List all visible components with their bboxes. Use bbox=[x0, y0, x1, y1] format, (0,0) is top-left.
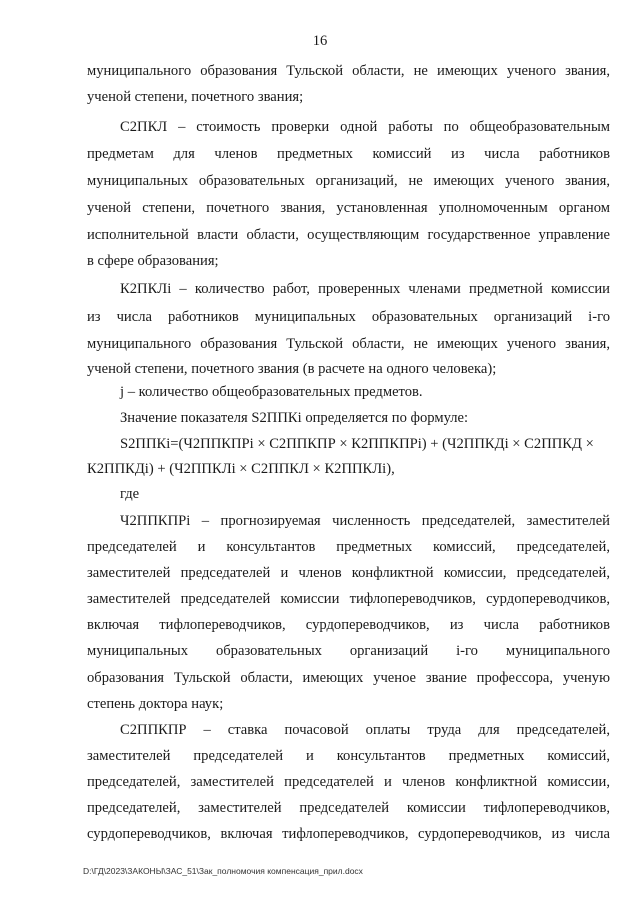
text-line: заместителей председателей комиссии тифлопереводчиков, сурдопереводчиков, bbox=[87, 591, 610, 607]
text-line: муниципальных образовательных организаций, не имеющих ученого звания, bbox=[87, 173, 610, 189]
text-line: С2ПКЛ – стоимость проверки одной работы по общеобразовательным bbox=[120, 119, 610, 135]
text-line: заместителей председателей и консультантов предметных комиссий, bbox=[87, 748, 610, 764]
text-line: К2ПКЛi – количество работ, проверенных членами предметной комиссии bbox=[120, 281, 610, 297]
text-line: Ч2ППКПРi – прогнозируемая численность председателей, заместителей bbox=[120, 513, 610, 529]
text-line: j – количество общеобразовательных предметов. bbox=[120, 384, 423, 400]
text-line: Значение показателя S2ППКi определяется по формуле: bbox=[120, 410, 469, 426]
text-line: С2ППКПР – ставка почасовой оплаты труда для председателей, bbox=[120, 722, 610, 738]
text-line: S2ППКi=(Ч2ППКПРi × С2ППКПР × К2ППКПРi) + (Ч2ППКДi × С2ППКД × bbox=[120, 436, 594, 452]
text-line: председателей, заместителей председателей и членов конфликтной комиссии, bbox=[87, 774, 610, 790]
text-line: предметам для членов предметных комиссий из числа работников bbox=[87, 146, 610, 162]
text-line: из числа работников муниципальных образовательных организаций i-го bbox=[87, 309, 610, 325]
text-line: ученой степени, почетного звания, установленная уполномоченным органом bbox=[87, 200, 610, 216]
text-line: сурдопереводчиков, включая тифлопереводчиков, сурдопереводчиков, из числа bbox=[87, 826, 610, 842]
text-line: муниципальных образовательных организаций i-го муниципального bbox=[87, 643, 610, 659]
text-line: образования Тульской области, имеющих ученое звание профессора, ученую bbox=[87, 670, 610, 686]
text-line: ученой степени, почетного звания (в расчете на одного человека); bbox=[87, 361, 497, 377]
page-number: 16 bbox=[312, 33, 328, 49]
file-path-footer: D:\ГД\2023\ЗАКОНЫ\ЗАС_51\Зак_полномочия компенсация_прил.docx bbox=[83, 866, 363, 876]
text-line: включая тифлопереводчиков, сурдопереводчиков, из числа работников bbox=[87, 617, 610, 633]
text-line: К2ППКДi) + (Ч2ППКЛi × С2ППКЛ × К2ППКЛi), bbox=[87, 461, 395, 477]
text-line: степень доктора наук; bbox=[87, 696, 224, 712]
text-line: муниципального образования Тульской области, не имеющих ученого звания, bbox=[87, 336, 610, 352]
text-line: ученой степени, почетного звания; bbox=[87, 89, 304, 105]
text-line: председателей, заместителей председателей комиссии тифлопереводчиков, bbox=[87, 800, 610, 816]
text-line: заместителей председателей и членов конфликтной комиссии, председателей, bbox=[87, 565, 610, 581]
text-line: исполнительной власти области, осуществляющим государственное управление bbox=[87, 227, 610, 243]
text-line: в сфере образования; bbox=[87, 253, 219, 269]
text-line: муниципального образования Тульской области, не имеющих ученого звания, bbox=[87, 63, 610, 79]
text-line: где bbox=[120, 486, 140, 502]
text-line: председателей и консультантов предметных комиссий, председателей, bbox=[87, 539, 610, 555]
